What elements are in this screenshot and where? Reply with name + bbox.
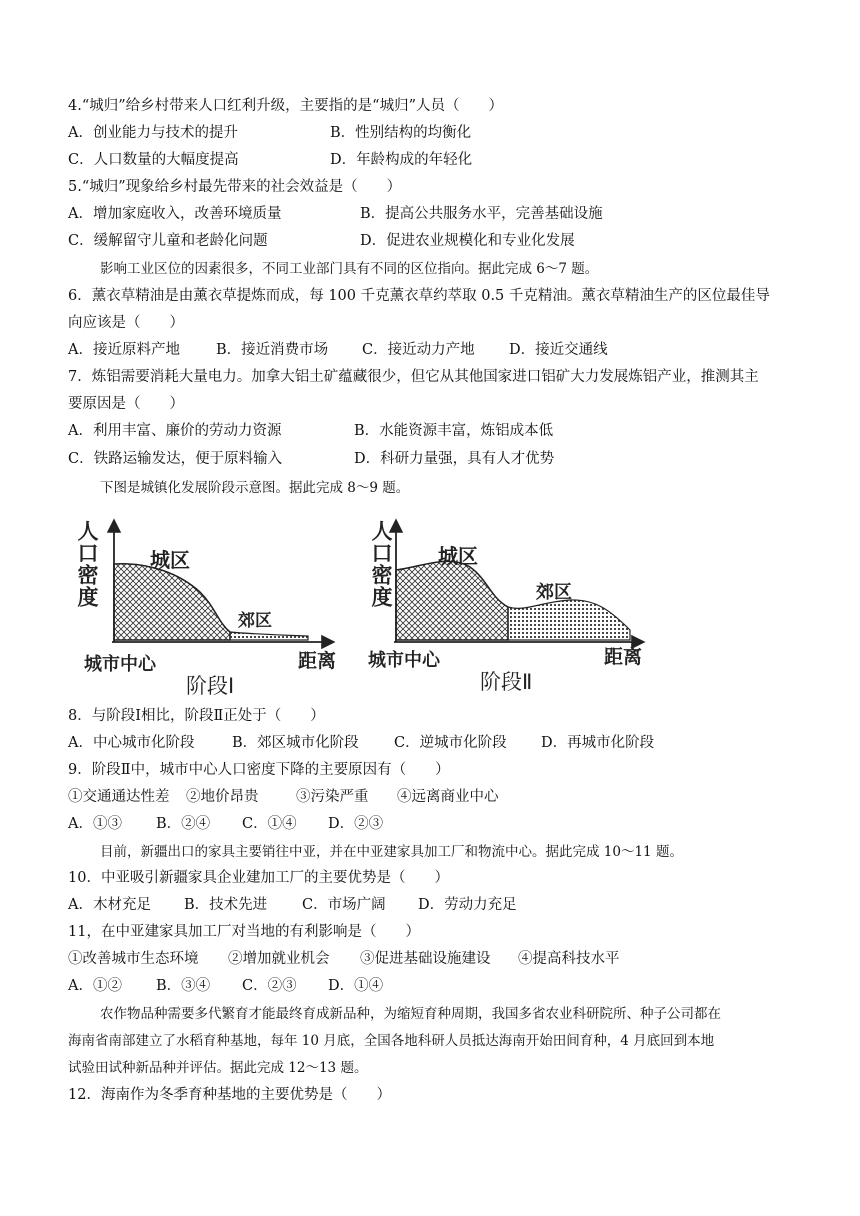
- q11-item-2: ②增加就业机会: [228, 951, 330, 967]
- q4-option-b: B．性别结构的均衡化: [330, 125, 472, 141]
- q9-item-3: ③污染严重: [296, 789, 369, 805]
- stage-1-urban-label: 城区: [150, 548, 190, 572]
- q6-option-b: B．接近消费市场: [216, 342, 329, 358]
- intro-10-11: 目前，新疆出口的家具主要销往中亚，并在中亚建家具加工厂和物流中心。据此完成 10～11 题。: [100, 844, 683, 860]
- stage-1-suburb-label: 郊区: [238, 611, 272, 631]
- q8-option-d: D．再城市化阶段: [541, 735, 655, 751]
- question-4-stem: 4.“城归”给乡村带来人口红利升级，主要指的是“城归”人员（ ）: [68, 98, 503, 114]
- q11-option-c: C．②③: [242, 978, 297, 994]
- question-7-stem-line2: 要原因是（ ）: [68, 396, 184, 412]
- q10-option-d: D．劳动力充足: [418, 897, 517, 913]
- q11-option-a: A．①②: [68, 978, 122, 994]
- intro-12-13-line2: 海南省南部建立了水稻育种基地，每年 10 月底，全国各地科研人员抵达海南开始田间育种，4 月底回到本地: [68, 1033, 715, 1049]
- urbanization-stage-figure: [70, 512, 690, 698]
- q5-option-d: D．促进农业规模化和专业化发展: [360, 233, 575, 249]
- q8-option-c: C．逆城市化阶段: [394, 735, 507, 751]
- question-12-stem: 12．海南作为冬季育种基地的主要优势是（ ）: [68, 1087, 391, 1103]
- q11-item-4: ④提高科技水平: [518, 951, 620, 967]
- q9-item-4: ④远离商业中心: [397, 789, 499, 805]
- q9-item-2: ②地价昂贵: [186, 789, 259, 805]
- stage-2-panel: [394, 522, 642, 642]
- stage-2-suburb-label: 郊区: [536, 582, 572, 603]
- question-6-stem-line1: 6．薰衣草精油是由薰衣草提炼而成，每 100 千克薰衣草约萃取 0.5 千克精油。薰衣草精油生产的区位最佳导: [68, 288, 770, 304]
- q7-option-a: A．利用丰富、廉价的劳动力资源: [68, 423, 282, 439]
- q10-option-b: B．技术先进: [184, 897, 268, 913]
- stage-2-y-axis-label: 人口密度: [369, 520, 393, 608]
- question-6-stem-line2: 向应该是（ ）: [68, 315, 184, 331]
- q8-option-a: A．中心城市化阶段: [68, 735, 195, 751]
- question-7-stem-line1: 7．炼铝需要消耗大量电力。加拿大铝土矿蕴藏很少，但它从其他国家进口铝矿大力发展炼铝产业，推测其主: [68, 369, 759, 385]
- stage-1-panel: [112, 522, 332, 642]
- q5-option-c: C．缓解留守儿童和老龄化问题: [68, 233, 268, 249]
- q9-option-b: B．②④: [156, 816, 211, 832]
- question-9-stem: 9．阶段Ⅱ中，城市中心人口密度下降的主要原因有（ ）: [68, 762, 450, 778]
- stage-2-caption: 阶段Ⅱ: [480, 670, 533, 694]
- question-8-stem: 8．与阶段Ⅰ相比，阶段Ⅱ正处于（ ）: [68, 708, 325, 724]
- q11-option-b: B．③④: [156, 978, 211, 994]
- question-11-stem: 11，在中亚建家具加工厂对当地的有利影响是（ ）: [68, 924, 420, 940]
- q9-option-d: D．②③: [328, 816, 384, 832]
- q5-option-b: B．提高公共服务水平，完善基础设施: [360, 206, 603, 222]
- stage-2-urban-label: 城区: [438, 544, 478, 568]
- q7-option-b: B．水能资源丰富，炼铝成本低: [354, 423, 554, 439]
- intro-12-13-line1: 农作物品种需要多代繁育才能最终育成新品种，为缩短育种周期，我国多省农业科研院所、种子公司都在: [100, 1006, 721, 1022]
- q8-option-b: B．郊区城市化阶段: [232, 735, 359, 751]
- stage-1-suburb-area: [230, 632, 308, 640]
- question-10-stem: 10．中亚吸引新疆家具企业建加工厂的主要优势是（ ）: [68, 870, 449, 886]
- q6-option-c: C．接近动力产地: [362, 342, 475, 358]
- q11-option-d: D．①④: [328, 978, 384, 994]
- q6-option-a: A．接近原料产地: [68, 342, 180, 358]
- stage-1-caption: 阶段Ⅰ: [186, 674, 235, 698]
- stage-2-urban-area: [396, 561, 508, 640]
- q9-option-c: C．①④: [242, 816, 297, 832]
- stage-1-y-axis-label: 人口密度: [75, 520, 99, 608]
- stage-1-x-axis-label: 距离: [298, 650, 337, 672]
- q4-option-a: A．创业能力与技术的提升: [68, 125, 238, 141]
- q10-option-c: C．市场广阔: [302, 897, 386, 913]
- stage-2-x-axis-label: 距离: [604, 646, 643, 668]
- q7-option-d: D．科研力量强，具有人才优势: [354, 451, 555, 467]
- stage-2-suburb-area: [508, 600, 630, 640]
- q11-item-1: ①改善城市生态环境: [68, 951, 199, 967]
- q10-option-a: A．木材充足: [68, 897, 151, 913]
- q4-option-d: D．年龄构成的年轻化: [330, 152, 473, 168]
- stage-1-origin-label: 城市中心: [84, 654, 156, 675]
- q9-item-1: ①交通通达性差: [68, 789, 170, 805]
- question-5-stem: 5.“城归”现象给乡村最先带来的社会效益是（ ）: [68, 179, 402, 195]
- q5-option-a: A．增加家庭收入，改善环境质量: [68, 206, 282, 222]
- q11-item-3: ③促进基础设施建设: [360, 951, 491, 967]
- stage-1-urban-area: [114, 564, 230, 640]
- q4-option-c: C．人口数量的大幅度提高: [68, 152, 239, 168]
- q7-option-c: C．铁路运输发达，便于原料输入: [68, 451, 283, 467]
- q9-option-a: A．①③: [68, 816, 122, 832]
- intro-12-13-line3: 试验田试种新品种并评估。据此完成 12～13 题。: [68, 1060, 368, 1076]
- intro-8-9: 下图是城镇化发展阶段示意图。据此完成 8～9 题。: [100, 480, 410, 496]
- q6-option-d: D．接近交通线: [509, 342, 608, 358]
- stage-2-origin-label: 城市中心: [368, 650, 440, 671]
- intro-6-7: 影响工业区位的因素很多，不同工业部门具有不同的区位指向。据此完成 6～7 题。: [100, 261, 599, 277]
